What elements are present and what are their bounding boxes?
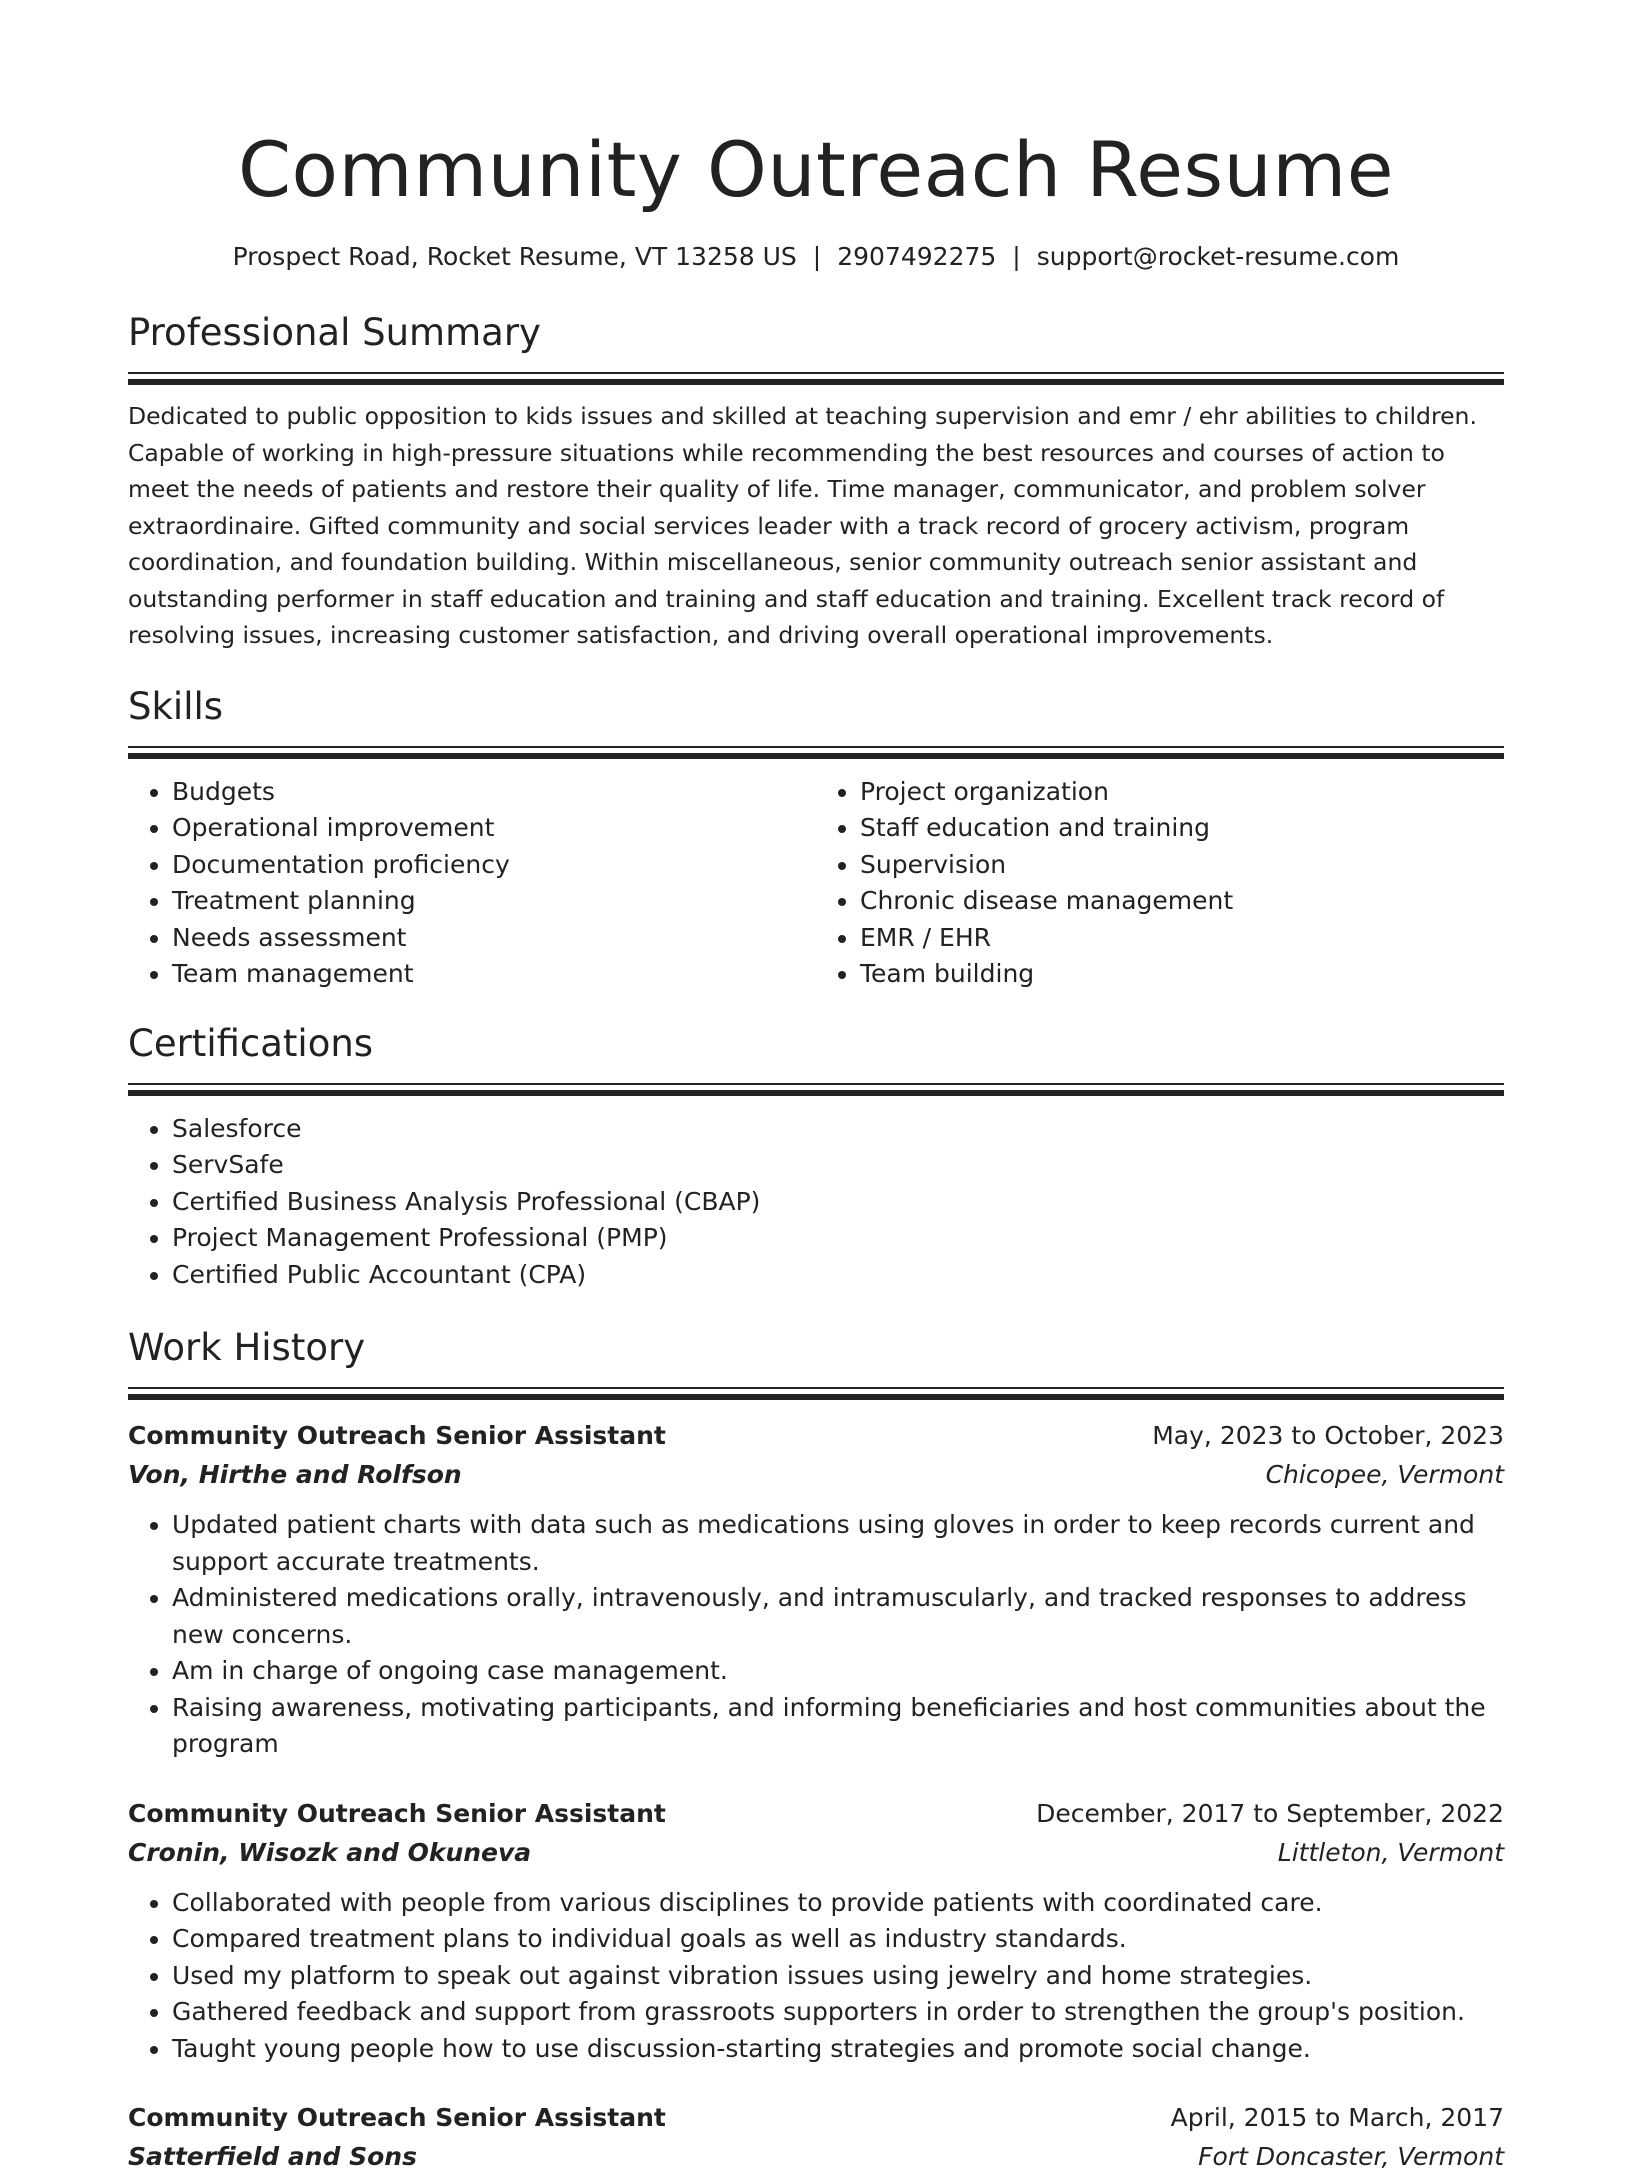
job-dates: April, 2015 to March, 2017 — [1170, 2103, 1504, 2132]
skill-item: • Project organization — [860, 774, 1504, 811]
skill-item: • Staff education and training — [860, 810, 1504, 847]
work-history-section — [128, 1323, 1504, 2177]
resume-page — [128, 0, 1504, 2177]
job-bullet: • Gathered feedback and support from grassroots supporters in order to strengthen the group's position. — [172, 1994, 1504, 2031]
job-bullet: • Updated patient charts with data such as medications using gloves in order to keep records current and support accurate treatments. — [172, 1507, 1504, 1580]
job-location: Littleton, Vermont — [1277, 1837, 1504, 1867]
skill-item: • Needs assessment — [172, 920, 816, 957]
certification-item: • Project Management Professional (PMP) — [172, 1220, 1504, 1257]
job-bullet-list — [128, 1507, 1504, 1763]
contact-line — [128, 240, 1504, 274]
section-divider — [128, 746, 1504, 760]
certification-item: • Certified Business Analysis Professional (CBAP) — [172, 1184, 1504, 1221]
certification-item: • Salesforce — [172, 1111, 1504, 1148]
job-bullet: • Am in charge of ongoing case management. — [172, 1653, 1504, 1690]
certifications-heading: Certifications — [128, 1021, 374, 1065]
skills-columns — [128, 774, 1504, 993]
certification-item: • ServSafe — [172, 1147, 1504, 1184]
skills-heading: Skills — [128, 684, 224, 728]
skills-section — [128, 682, 1504, 993]
job-entry — [128, 1795, 1504, 2068]
skills-list-left — [128, 774, 816, 993]
job-bullet: • Taught young people how to use discussion-starting strategies and promote social change. — [172, 2031, 1504, 2068]
skill-item: • Treatment planning — [172, 883, 816, 920]
skill-item: • Team management — [172, 956, 816, 993]
certification-item: • Certified Public Accountant (CPA) — [172, 1257, 1504, 1294]
job-bullet: • Compared treatment plans to individual goals as well as industry standards. — [172, 1921, 1504, 1958]
contact-address: Prospect Road, Rocket Resume, VT 13258 US — [232, 242, 797, 271]
job-bullet: • Administered medications orally, intravenously, and intramuscularly, and tracked responses to address new concerns. — [172, 1580, 1504, 1653]
skill-item: • Chronic disease management — [860, 883, 1504, 920]
job-location: Chicopee, Vermont — [1265, 1460, 1504, 1489]
summary-section — [128, 308, 1504, 654]
job-company: Satterfield and Sons — [128, 2142, 417, 2171]
skills-list-right — [816, 774, 1504, 993]
contact-separator: | — [1012, 242, 1021, 271]
job-dates: December, 2017 to September, 2022 — [1036, 1798, 1504, 1828]
job-bullet: • Used my platform to speak out against vibration issues using jewelry and home strategies. — [172, 1958, 1504, 1995]
skill-item: • Team building — [860, 956, 1504, 993]
job-company: Cronin, Wisozk and Okuneva — [128, 1837, 532, 1867]
skill-item: • Budgets — [172, 774, 816, 811]
job-title: Community Outreach Senior Assistant — [128, 1798, 666, 1828]
job-dates: May, 2023 to October, 2023 — [1152, 1421, 1504, 1450]
certifications-section — [128, 1019, 1504, 1294]
job-bullet: • Raising awareness, motivating participants, and informing beneficiaries and host communities about the program — [172, 1690, 1504, 1763]
skill-item: • Supervision — [860, 847, 1504, 884]
skill-item: • EMR / EHR — [860, 920, 1504, 957]
summary-heading: Professional Summary — [128, 311, 541, 354]
job-entry — [128, 2099, 1504, 2177]
section-divider — [128, 1387, 1504, 1401]
job-company: Von, Hirthe and Rolfson — [128, 1460, 462, 1489]
job-title: Community Outreach Senior Assistant — [128, 2103, 666, 2132]
skill-item: • Operational improvement — [172, 810, 816, 847]
skill-item: • Documentation proficiency — [172, 847, 816, 884]
section-divider — [128, 372, 1504, 386]
certifications-list — [128, 1111, 1504, 1294]
summary-text: Dedicated to public opposition to kids issues and skilled at teaching supervision and emr / ehr abilities to children. Capable of working in high-pressure situations while recommending the best resources and courses of action to meet the needs of patients and restore their quality of life. Time manager, communicator, and problem solver extraordinaire. Gifted community and social services leader with a track record of grocery activism, program coordination, and foundation building. Within miscellaneous, senior community outreach senior assistant and outstanding performer in staff education and training and staff education and training. Excellent track record of resolving issues, increasing customer satisfaction, and driving overall operational improvements. — [128, 402, 1477, 649]
section-divider — [128, 1083, 1504, 1097]
contact-phone: 2907492275 — [837, 242, 997, 271]
job-title: Community Outreach Senior Assistant — [128, 1421, 666, 1450]
contact-separator: | — [812, 242, 822, 271]
contact-email: support@rocket-resume.com — [1036, 242, 1400, 271]
job-bullet: • Collaborated with people from various disciplines to provide patients with coordinated care. — [172, 1885, 1504, 1922]
work-history-heading: Work History — [128, 1326, 366, 1369]
page-title: Community Outreach Resume — [237, 125, 1395, 214]
job-bullet-list — [128, 1885, 1504, 2068]
job-entry — [128, 1417, 1504, 1763]
job-location: Fort Doncaster, Vermont — [1198, 2142, 1504, 2171]
